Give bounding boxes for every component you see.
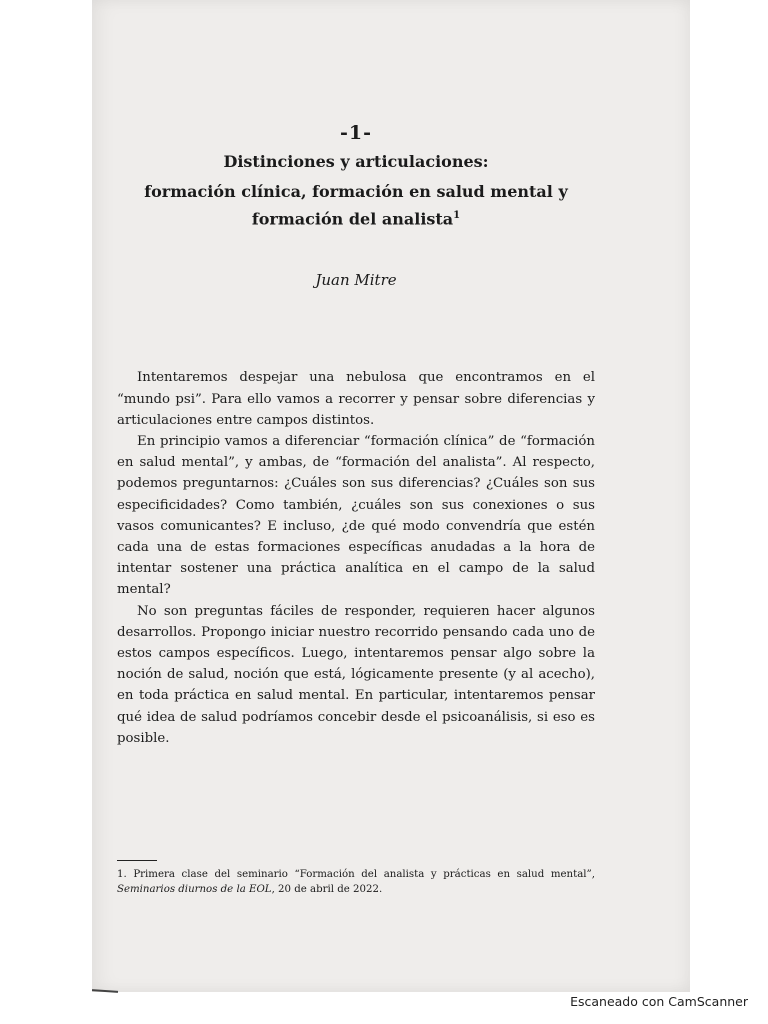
footnote-area: [117, 860, 595, 897]
chapter-title: Distinciones y articulaciones:: [223, 152, 489, 171]
paragraph: No son preguntas fáciles de responder, requieren hacer algunos desarrollos. Propongo iniciar nuestro recorrido pensando cada uno de estos campos específicos. Luego, intentaremos pensar algo sobre la noción de salud, noción que está, lógicamente presente (y al acecho), en toda práctica en salud mental. En particular, intentaremos pensar qué idea de salud podríamos concebir desde el psicoanálisis, si eso es posible.: [117, 603, 595, 746]
footnote-reference: 1: [453, 210, 461, 221]
footnote-date: , 20 de abril de 2022.: [271, 884, 383, 895]
footnote-source: Seminarios diurnos de la EOL: [117, 884, 272, 895]
chapter-number: -1-: [340, 122, 372, 144]
footnote-text: 1. Primera clase del seminario “Formación del analista y prácticas en salud mental”,: [117, 869, 595, 880]
chapter-subtitle-text: formación clínica, formación en salud mental y formación del analista: [144, 182, 568, 229]
author-name: Juan Mitre: [315, 271, 397, 290]
chapter-subtitle: [117, 180, 595, 231]
footnote-divider: [117, 860, 157, 861]
paragraph: En principio vamos a diferenciar “formación clínica” de “formación en salud mental”, y ambas, de “formación del analista”. Al respecto, podemos preguntarnos: ¿Cuáles son sus diferencias? ¿Cuáles son sus especificidades? Como también, ¿cuáles son sus conexiones o sus vasos comunicantes? E incluso, ¿de qué modo convendría que estén cada una de estas formaciones específicas anudadas a la hora de intentar sostener una práctica analítica en el campo de la salud mental?: [117, 433, 595, 598]
margin-mark: [92, 989, 118, 993]
chapter-content: [117, 112, 595, 749]
body-text: [117, 367, 595, 749]
scanner-watermark: Escaneado con CamScanner: [570, 994, 748, 1009]
paragraph: Intentaremos despejar una nebulosa que encontramos en el “mundo psi”. Para ello vamos a recorrer y pensar sobre diferencias y articulaciones entre campos distintos.: [117, 370, 595, 428]
footnote: [117, 867, 595, 897]
